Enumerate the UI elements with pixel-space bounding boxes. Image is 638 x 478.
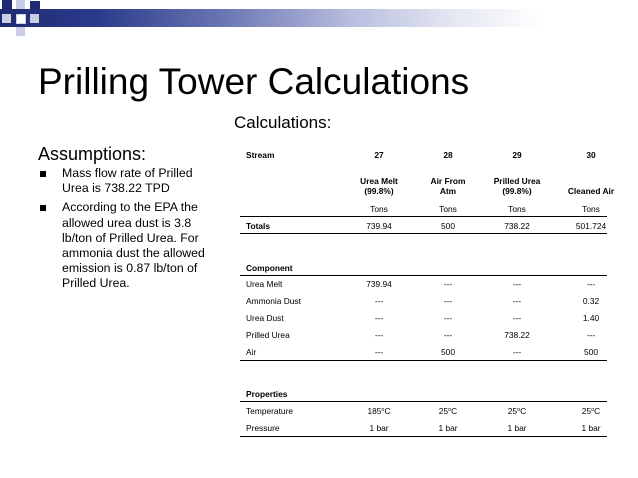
stream-number: 27 <box>374 150 384 160</box>
stream-label: Stream <box>246 150 275 160</box>
deco-square <box>16 27 25 36</box>
deco-square <box>16 0 25 9</box>
table-cell: 738.22 <box>504 221 530 231</box>
stream-name: Air From Atm <box>430 176 466 196</box>
properties-label: Properties <box>246 389 288 399</box>
stream-name: Cleaned Air <box>567 186 615 196</box>
stream-number: 30 <box>586 150 596 160</box>
bullet-square-icon <box>40 171 46 177</box>
stream-number: 29 <box>512 150 522 160</box>
divider <box>240 233 607 234</box>
deco-square <box>30 1 40 9</box>
calculations-heading: Calculations: <box>234 113 332 132</box>
stream-name: Prilled Urea (99.8%) <box>493 176 541 196</box>
unit-cell: Tons <box>370 204 388 214</box>
bullet-square-icon <box>40 205 46 211</box>
unit-cell: Tons <box>508 204 526 214</box>
deco-square <box>16 14 26 24</box>
unit-cell: Tons <box>439 204 457 214</box>
divider <box>240 275 607 276</box>
assumption-item: According to the EPA the allowed urea dust is 3.8 lb/ton of Prilled Urea. For ammonia dust the allowed emission is 0.87 lb/ton of Prilled Urea. <box>36 200 206 291</box>
slide-title: Prilling Tower Calculations <box>38 61 470 102</box>
deco-square <box>2 14 11 23</box>
divider <box>240 360 607 361</box>
assumptions-heading: Assumptions: <box>38 144 147 164</box>
table-cell: 739.94 <box>366 221 392 231</box>
assumptions-list <box>36 166 206 296</box>
stream-name: Urea Melt (99.8%) <box>360 176 398 196</box>
assumption-item: Mass flow rate of Prilled Urea is 738.22 TPD <box>36 166 206 196</box>
component-label: Component <box>246 263 293 273</box>
deco-square <box>2 0 12 10</box>
stream-number: 28 <box>443 150 453 160</box>
unit-cell: Tons <box>582 204 600 214</box>
divider <box>240 436 607 437</box>
totals-label: Totals <box>246 221 271 231</box>
divider <box>240 401 607 402</box>
table-cell: 500 <box>441 221 455 231</box>
deco-square <box>30 14 39 23</box>
table-cell: 501.724 <box>575 221 607 231</box>
divider <box>240 216 607 217</box>
header-gradient-band <box>0 9 638 27</box>
